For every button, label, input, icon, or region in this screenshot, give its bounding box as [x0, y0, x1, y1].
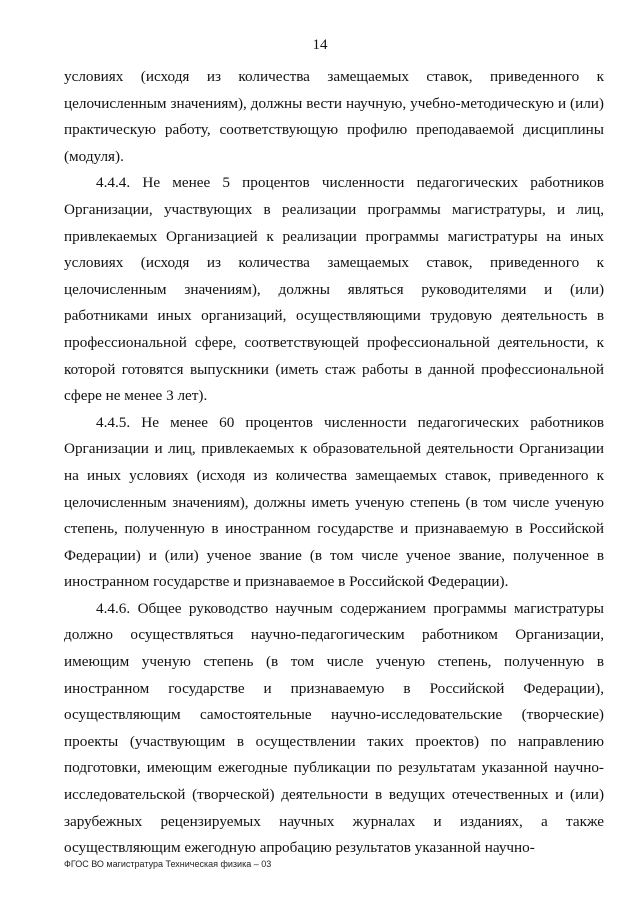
paragraph-4-4-4: 4.4.4. Не менее 5 процентов численности педагогических работников Организации, участвующих в реализации программы магистратуры, и лиц, привлекаемых Организацией к реализации программы магистратуры на иных условиях (исходя из количества замещаемых ставок, приведенного к целочисленным значениям), должны являться руководителями и (или) работниками иных организаций, осуществляющими трудовую деятельность в профессиональной сфере, соответствующей профессиональной деятельности, к которой готовятся выпускники (иметь стаж работы в данной профессиональной сфере не менее 3 лет).	[64, 174, 604, 405]
paragraph-4-4-6: 4.4.6. Общее руководство научным содержанием программы магистратуры должно осуществляться научно-педагогическим работником Организации, имеющим ученую степень (в том числе ученую степень, полученную в иностранном государстве и признаваемую в Российской Федерации), осуществляющим самостоятельные научно-исследовательские (творческие) проекты (участвующим в осуществлении таких проектов) по направлению подготовки, имеющим ежегодные публикации по результатам указанной научно-исследовательской (творческой) деятельности в ведущих отечественных и (или) зарубежных рецензируемых научных журналах и изданиях, а также осуществляющим ежегодную апробацию результатов указанной научно-	[64, 599, 604, 857]
page-footer: ФГОС ВО магистратура Техническая физика – 03	[64, 859, 272, 869]
paragraph-continuation: условиях (исходя из количества замещаемых ставок, приведенного к целочисленным значениям), должны вести научную, учебно-методическую и (или) практическую работу, соответствующую профилю преподаваемой дисциплины (модуля).	[64, 68, 604, 165]
page-number: 14	[312, 37, 328, 53]
document-body	[64, 64, 604, 862]
paragraph-4-4-5: 4.4.5. Не менее 60 процентов численности педагогических работников Организации и лиц, привлекаемых к образовательной деятельности Организации на иных условиях (исходя из количества замещаемых ставок, приведенного к целочисленным значениям), должны иметь ученую степень (в том числе ученую степень, полученную в иностранном государстве и признаваемую в Российской Федерации) и (или) ученое звание (в том числе ученое звание, полученное в иностранном государстве и признаваемое в Российской Федерации).	[64, 413, 604, 591]
